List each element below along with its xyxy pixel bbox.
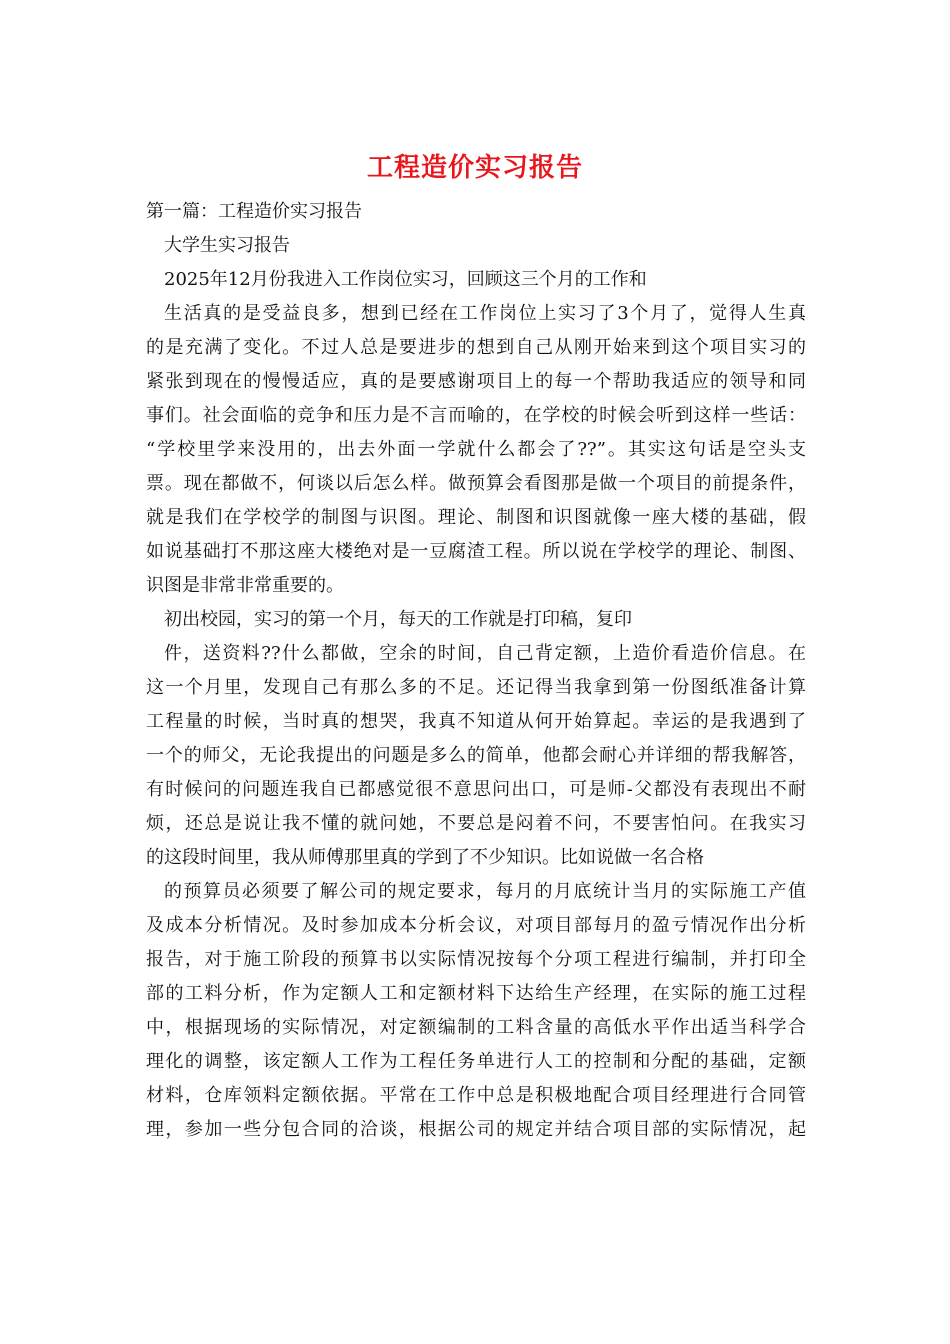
text-line: 件，送资料??什么都做，空余的时间，自己背定额，上造价看造价信息。在 <box>164 643 806 664</box>
document-body <box>146 195 806 1147</box>
text-line: 有时候问的问题连我自已都感觉很不意思问出口，可是师-父都没有表现出不耐 <box>146 779 806 800</box>
text-line: 报告，对于施工阶段的预算书以实际情况按每个分项工程进行编制，并打印全 <box>146 949 806 970</box>
text-line: 2025年12月份我进入工作岗位实习，回顾这三个月的工作和 <box>164 269 647 290</box>
text-line: 生活真的是受益良多，想到已经在工作岗位上实习了3个月了，觉得人生真 <box>164 303 806 324</box>
text-line: 第一篇：工程造价实习报告 <box>146 201 362 222</box>
text-line: 理，参加一些分包合同的洽谈，根据公司的规定并结合项目部的实际情况，起 <box>146 1119 806 1140</box>
text-line: “学校里学来没用的，出去外面一学就什么都会了??”。其实这句话是空头支 <box>146 439 806 460</box>
text-line: 的是充满了变化。不过人总是要进步的想到自己从刚开始来到这个项目实习的 <box>146 337 806 358</box>
text-line: 识图是非常非常重要的。 <box>146 575 344 596</box>
text-line: 的预算员必须要了解公司的规定要求，每月的月底统计当月的实际施工产值 <box>164 881 806 902</box>
text-line: 的这段时间里，我从师傅那里真的学到了不少知识。比如说做一名合格 <box>146 847 704 868</box>
text-line: 中，根据现场的实际情况，对定额编制的工料含量的高低水平作出适当科学合 <box>146 1017 806 1038</box>
text-line: 这一个月里，发现自己有那么多的不足。还记得当我拿到第一份图纸准备计算 <box>146 677 806 698</box>
text-line: 紧张到现在的慢慢适应，真的是要感谢项目上的每一个帮助我适应的领导和同 <box>146 371 806 392</box>
text-line: 理化的调整，该定额人工作为工程任务单进行人工的控制和分配的基础，定额 <box>146 1051 806 1072</box>
text-line: 材料，仓库领料定额依据。平常在工作中总是积极地配合项目经理进行合同管 <box>146 1085 806 1106</box>
text-line: 一个的师父，无论我提出的问题是多么的简单，他都会耐心并详细的帮我解答， <box>146 745 806 766</box>
text-line: 大学生实习报告 <box>164 235 290 256</box>
text-line: 工程量的时候，当时真的想哭，我真不知道从何开始算起。幸运的是我遇到了 <box>146 711 806 732</box>
text-line: 事们。社会面临的竞争和压力是不言而喻的，在学校的时候会听到这样一些话： <box>146 405 806 426</box>
text-line: 票。现在都做不，何谈以后怎么样。做预算会看图那是做一个项目的前提条件， <box>146 473 806 494</box>
document-title: 工程造价实习报告 <box>366 153 583 183</box>
text-line: 及成本分析情况。及时参加成本分析会议，对项目部每月的盈亏情况作出分析 <box>146 915 806 936</box>
text-line: 初出校园，实习的第一个月，每天的工作就是打印稿，复印 <box>164 609 632 630</box>
text-line: 烦，还总是说让我不懂的就问她，不要总是闷着不问，不要害怕问。在我实习 <box>146 813 806 834</box>
text-line: 部的工料分析，作为定额人工和定额材料下达给生产经理，在实际的施工过程 <box>146 983 806 1004</box>
text-line: 就是我们在学校学的制图与识图。理论、制图和识图就像一座大楼的基础，假 <box>146 507 806 528</box>
text-line: 如说基础打不那这座大楼绝对是一豆腐渣工程。所以说在学校学的理论、制图、 <box>146 541 806 562</box>
